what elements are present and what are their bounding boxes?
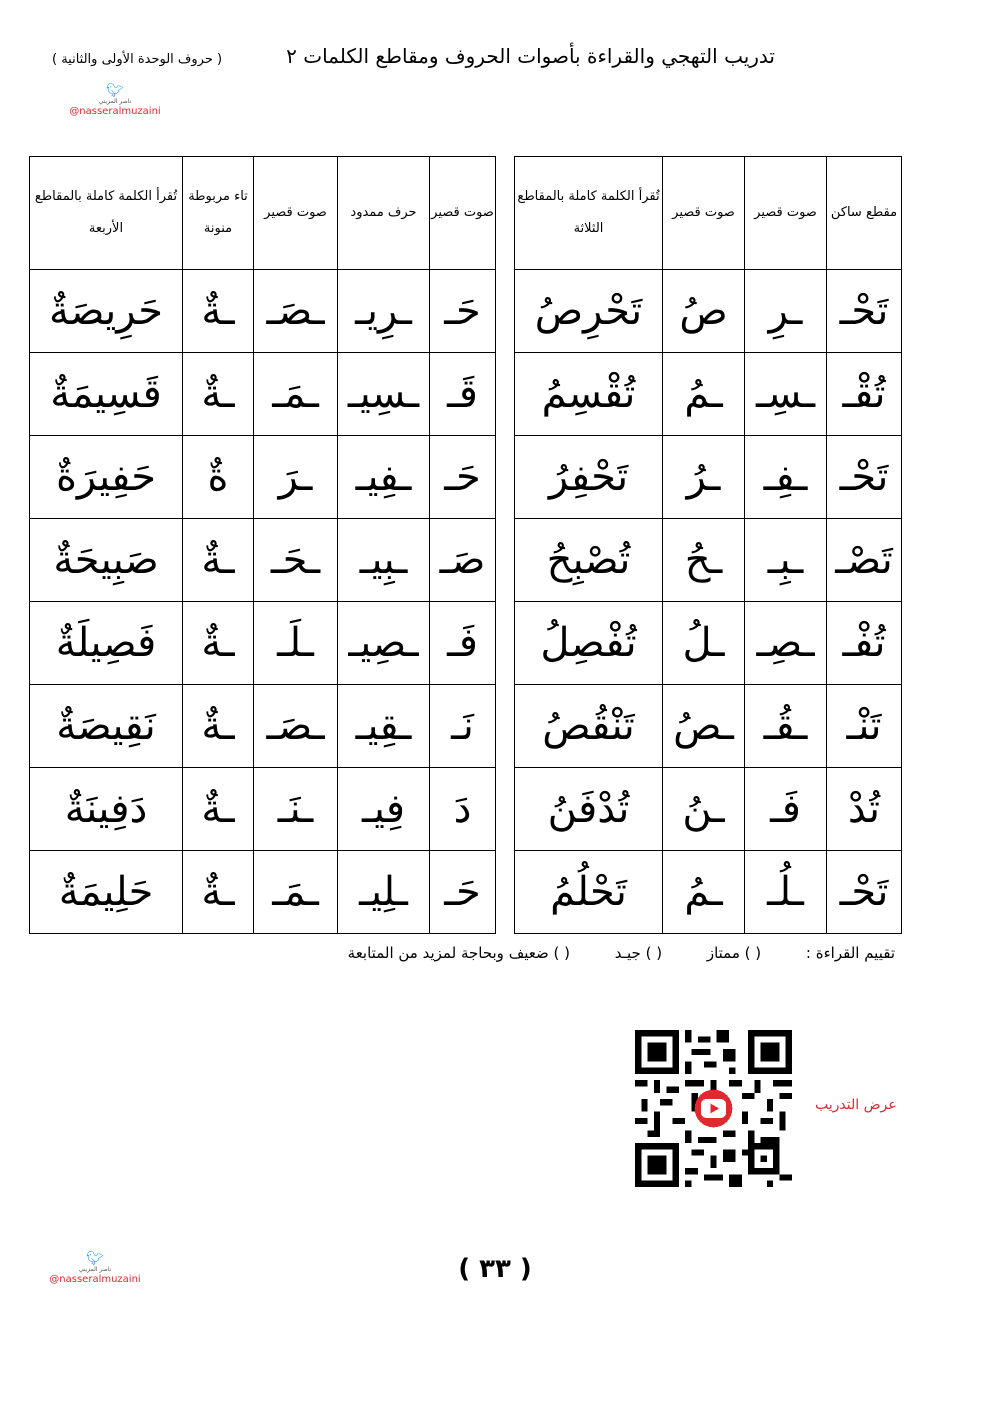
table-row [515,519,902,602]
rating-label: تقييم القراءة : [805,944,895,962]
word-cell: حَرِيصَةٌ [30,270,183,353]
table-row [515,602,902,685]
table-row [515,685,902,768]
syllable-cell: حَـ [430,851,496,934]
syllable-cell: ـصِيـ [338,602,430,685]
syllable-cell: ـقِيـ [338,685,430,768]
word-cell: دَفِينَةٌ [30,768,183,851]
syllable-cell: ـمَـ [254,353,338,436]
syllable-cell: تُدْ [827,768,902,851]
syllable-cell: تَنْـ [827,685,902,768]
word-cell: صَبِيحَةٌ [30,519,183,602]
header-read-word: تُقرأ الكلمة كاملة بالمقاطع الأربعة [30,157,183,270]
syllable-cell: ـرَ [254,436,338,519]
header-short-vowel: صوت قصير [430,157,496,270]
syllable-cell: ـمُ [663,353,745,436]
syllable-cell: ـلُ [663,602,745,685]
rating-excellent-option[interactable]: ( ) ممتاز [706,944,762,962]
table-row [30,602,496,685]
twitter-icon: 🐦︎ [86,1251,104,1267]
word-cell: حَلِيمَةٌ [30,851,183,934]
syllable-cell: ـةٌ [183,768,254,851]
syllable-cell: تَحْـ [827,436,902,519]
syllable-cell: ـبِيـ [338,519,430,602]
syllable-cell: ةٌ [183,436,254,519]
syllable-cell: ـلَـ [254,602,338,685]
syllable-cell: ـبِـ [745,519,827,602]
badge-handle: @nasseralmuzaini [49,1274,141,1285]
syllable-cell: حَـ [430,436,496,519]
word-cell: تَحْلُمُ [515,851,663,934]
table-row [515,270,902,353]
word-cell: تُفْصِلُ [515,602,663,685]
twitter-badge-top[interactable] [60,84,170,118]
syllable-cell: ـقُـ [745,685,827,768]
syllable-cell: ـنُ [663,768,745,851]
syllable-cell: صَـ [430,519,496,602]
syllable-cell: تُفْـ [827,602,902,685]
table-header-row [30,157,496,270]
syllable-cell: صُ [663,270,745,353]
table-row [515,851,902,934]
syllable-cell: حَـ [430,270,496,353]
syllable-cell: فَـ [430,602,496,685]
rating-good-option[interactable]: ( ) جيـد [614,944,663,962]
header-read-word: تُقرأ الكلمة كاملة بالمقاطع الثلاثة [515,157,663,270]
twitter-icon: 🐦︎ [106,83,124,99]
syllable-cell: ـةٌ [183,851,254,934]
header-ta-marbuta: تاء مربوطة منونة [183,157,254,270]
syllable-cell: فِيـ [338,768,430,851]
syllable-cell: تَحْـ [827,270,902,353]
word-cell: نَقِيصَةٌ [30,685,183,768]
four-syllable-table [29,156,496,934]
header-short-vowel: صوت قصير [254,157,338,270]
syllable-cell: ـةٌ [183,685,254,768]
syllable-cell: ـلُـ [745,851,827,934]
syllable-cell: ـصِـ [745,602,827,685]
reading-rating [100,944,895,962]
table-row [515,436,902,519]
syllable-cell: ـةٌ [183,602,254,685]
syllable-cell: ـفِيـ [338,436,430,519]
syllable-cell: دَ [430,768,496,851]
table-row [30,519,496,602]
syllable-cell: ـرِيـ [338,270,430,353]
word-cell: تُدْفَنُ [515,768,663,851]
word-cell: قَسِيمَةٌ [30,353,183,436]
word-cell: تَحْفِرُ [515,436,663,519]
word-cell: حَفِيرَةٌ [30,436,183,519]
video-link-label[interactable]: عرض التدريب [815,1097,897,1113]
syllable-cell: ـحَـ [254,519,338,602]
syllable-cell: فَـ [745,768,827,851]
table-header-row [515,157,902,270]
syllable-cell: ـرِ [745,270,827,353]
syllable-cell: ـصَـ [254,685,338,768]
table-row [515,353,902,436]
syllable-cell: ـةٌ [183,519,254,602]
syllable-cell: ـةٌ [183,270,254,353]
table-row [30,270,496,353]
syllable-cell: ـرُ [663,436,745,519]
syllable-cell: ـلِيـ [338,851,430,934]
syllable-cell: تُقْـ [827,353,902,436]
syllable-cell: ـفِـ [745,436,827,519]
table-row [30,353,496,436]
syllable-cell: ـةٌ [183,353,254,436]
syllable-cell: ـسِيـ [338,353,430,436]
page-title: تدريب التهجي والقراءة بأصوات الحروف ومقاطع الكلمات ٢ [286,44,775,68]
word-cell: تُقْسِمُ [515,353,663,436]
badge-name: ناصر المزيني [78,1266,112,1273]
word-cell: تَنْقُصُ [515,685,663,768]
table-row [515,768,902,851]
syllable-cell: ـمَـ [254,851,338,934]
syllable-cell: ـمُ [663,851,745,934]
rating-weak-option[interactable]: ( ) ضعيف وبحاجة لمزيد من المتابعة [347,944,570,962]
table-row [30,851,496,934]
syllable-cell: نَـ [430,685,496,768]
qr-code[interactable] [635,1030,792,1187]
badge-name: ناصر المزيني [98,98,132,105]
word-cell: تُصْبِحُ [515,519,663,602]
syllable-cell: قَـ [430,353,496,436]
syllable-cell: ـصُ [663,685,745,768]
syllable-cell: تَصْـ [827,519,902,602]
header-short-vowel: صوت قصير [663,157,745,270]
syllable-cell: تَحْـ [827,851,902,934]
syllable-cell: ـصَـ [254,270,338,353]
page-number: ( ٣٣ ) [458,1254,532,1284]
unit-subtitle: ( حروف الوحدة الأولى والثانية ) [52,52,223,67]
header-sakin: مقطع ساكن [827,157,902,270]
word-cell: فَصِيلَةٌ [30,602,183,685]
header-short-vowel: صوت قصير [745,157,827,270]
syllable-cell: ـحُ [663,519,745,602]
word-cell: تَحْرِصُ [515,270,663,353]
table-row [30,436,496,519]
badge-handle: @nasseralmuzaini [69,106,161,117]
syllable-cell: ـسِـ [745,353,827,436]
three-syllable-table [514,156,902,934]
table-row [30,768,496,851]
header-long-vowel: حرف ممدود [338,157,430,270]
syllable-cell: ـنَـ [254,768,338,851]
table-row [30,685,496,768]
twitter-badge-bottom[interactable] [40,1252,150,1286]
